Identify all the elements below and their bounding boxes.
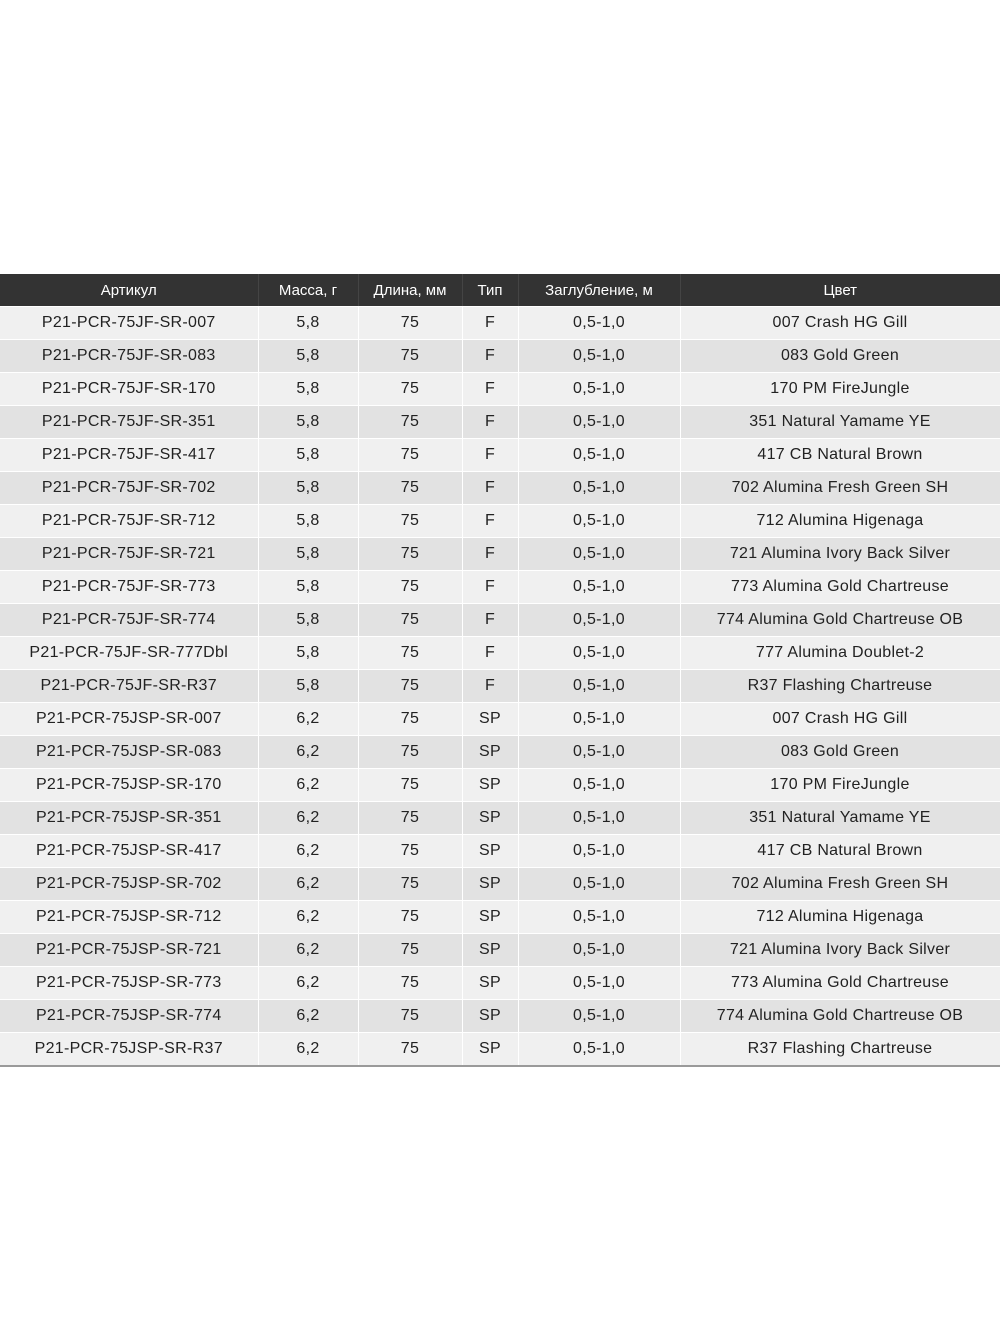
- cell-type: SP: [462, 934, 518, 967]
- cell-type: F: [462, 307, 518, 340]
- cell-article: P21-PCR-75JSP-SR-170: [0, 769, 258, 802]
- cell-depth: 0,5-1,0: [518, 967, 680, 1000]
- table-row: [0, 571, 1000, 604]
- cell-depth: 0,5-1,0: [518, 340, 680, 373]
- table-row: [0, 703, 1000, 736]
- table-row: [0, 637, 1000, 670]
- cell-length: 75: [358, 1000, 462, 1033]
- table-body: [0, 307, 1000, 1067]
- cell-weight: 6,2: [258, 901, 358, 934]
- cell-type: SP: [462, 1033, 518, 1067]
- cell-length: 75: [358, 901, 462, 934]
- cell-weight: 5,8: [258, 307, 358, 340]
- cell-length: 75: [358, 670, 462, 703]
- cell-weight: 6,2: [258, 736, 358, 769]
- cell-type: F: [462, 637, 518, 670]
- header-color: Цвет: [680, 274, 1000, 307]
- cell-article: P21-PCR-75JSP-SR-721: [0, 934, 258, 967]
- table-row: [0, 967, 1000, 1000]
- cell-color: 777 Alumina Doublet-2: [680, 637, 1000, 670]
- cell-article: P21-PCR-75JSP-SR-702: [0, 868, 258, 901]
- cell-depth: 0,5-1,0: [518, 868, 680, 901]
- cell-weight: 5,8: [258, 439, 358, 472]
- cell-depth: 0,5-1,0: [518, 736, 680, 769]
- cell-depth: 0,5-1,0: [518, 769, 680, 802]
- table-row: [0, 340, 1000, 373]
- cell-type: F: [462, 571, 518, 604]
- header-depth: Заглубление, м: [518, 274, 680, 307]
- cell-length: 75: [358, 967, 462, 1000]
- table-row: [0, 901, 1000, 934]
- cell-length: 75: [358, 868, 462, 901]
- cell-color: 712 Alumina Higenaga: [680, 505, 1000, 538]
- cell-color: 774 Alumina Gold Chartreuse OB: [680, 1000, 1000, 1033]
- table-row: [0, 802, 1000, 835]
- cell-article: P21-PCR-75JF-SR-170: [0, 373, 258, 406]
- cell-length: 75: [358, 373, 462, 406]
- table-header: [0, 274, 1000, 307]
- cell-type: SP: [462, 901, 518, 934]
- cell-type: F: [462, 406, 518, 439]
- cell-length: 75: [358, 835, 462, 868]
- table-row: [0, 538, 1000, 571]
- cell-depth: 0,5-1,0: [518, 604, 680, 637]
- cell-depth: 0,5-1,0: [518, 406, 680, 439]
- cell-depth: 0,5-1,0: [518, 373, 680, 406]
- cell-length: 75: [358, 472, 462, 505]
- cell-type: SP: [462, 703, 518, 736]
- cell-depth: 0,5-1,0: [518, 472, 680, 505]
- cell-color: R37 Flashing Chartreuse: [680, 670, 1000, 703]
- table-row: [0, 406, 1000, 439]
- cell-color: 712 Alumina Higenaga: [680, 901, 1000, 934]
- cell-length: 75: [358, 934, 462, 967]
- cell-type: SP: [462, 769, 518, 802]
- header-row: [0, 274, 1000, 307]
- cell-article: P21-PCR-75JSP-SR-007: [0, 703, 258, 736]
- table-row: [0, 736, 1000, 769]
- cell-weight: 6,2: [258, 868, 358, 901]
- cell-color: 351 Natural Yamame YE: [680, 406, 1000, 439]
- cell-depth: 0,5-1,0: [518, 934, 680, 967]
- product-specs-table: [0, 274, 1000, 1067]
- table-row: [0, 769, 1000, 802]
- table-row: [0, 373, 1000, 406]
- cell-article: P21-PCR-75JSP-SR-712: [0, 901, 258, 934]
- cell-color: 773 Alumina Gold Chartreuse: [680, 967, 1000, 1000]
- cell-depth: 0,5-1,0: [518, 1033, 680, 1067]
- cell-type: F: [462, 340, 518, 373]
- cell-article: P21-PCR-75JSP-SR-083: [0, 736, 258, 769]
- cell-article: P21-PCR-75JF-SR-721: [0, 538, 258, 571]
- cell-type: F: [462, 439, 518, 472]
- cell-weight: 5,8: [258, 340, 358, 373]
- header-article: Артикул: [0, 274, 258, 307]
- cell-article: P21-PCR-75JF-SR-R37: [0, 670, 258, 703]
- cell-type: SP: [462, 835, 518, 868]
- cell-article: P21-PCR-75JF-SR-712: [0, 505, 258, 538]
- cell-depth: 0,5-1,0: [518, 538, 680, 571]
- table-row: [0, 934, 1000, 967]
- cell-article: P21-PCR-75JSP-SR-R37: [0, 1033, 258, 1067]
- cell-weight: 5,8: [258, 406, 358, 439]
- table-row: [0, 868, 1000, 901]
- cell-color: 721 Alumina Ivory Back Silver: [680, 538, 1000, 571]
- cell-depth: 0,5-1,0: [518, 802, 680, 835]
- table-row: [0, 472, 1000, 505]
- cell-length: 75: [358, 307, 462, 340]
- cell-depth: 0,5-1,0: [518, 901, 680, 934]
- cell-weight: 6,2: [258, 769, 358, 802]
- cell-color: R37 Flashing Chartreuse: [680, 1033, 1000, 1067]
- cell-color: 083 Gold Green: [680, 340, 1000, 373]
- cell-weight: 6,2: [258, 835, 358, 868]
- cell-weight: 5,8: [258, 373, 358, 406]
- cell-length: 75: [358, 802, 462, 835]
- cell-type: F: [462, 604, 518, 637]
- cell-weight: 5,8: [258, 571, 358, 604]
- cell-article: P21-PCR-75JSP-SR-774: [0, 1000, 258, 1033]
- cell-length: 75: [358, 703, 462, 736]
- cell-type: F: [462, 505, 518, 538]
- table-row: [0, 604, 1000, 637]
- cell-color: 007 Crash HG Gill: [680, 307, 1000, 340]
- cell-article: P21-PCR-75JF-SR-417: [0, 439, 258, 472]
- cell-color: 721 Alumina Ivory Back Silver: [680, 934, 1000, 967]
- cell-depth: 0,5-1,0: [518, 703, 680, 736]
- cell-color: 170 PM FireJungle: [680, 769, 1000, 802]
- cell-weight: 5,8: [258, 604, 358, 637]
- product-table-container: [0, 274, 1000, 1067]
- cell-article: P21-PCR-75JSP-SR-417: [0, 835, 258, 868]
- table-row: [0, 505, 1000, 538]
- cell-type: F: [462, 472, 518, 505]
- cell-weight: 5,8: [258, 538, 358, 571]
- cell-color: 351 Natural Yamame YE: [680, 802, 1000, 835]
- table-row: [0, 670, 1000, 703]
- cell-depth: 0,5-1,0: [518, 505, 680, 538]
- cell-article: P21-PCR-75JF-SR-777Dbl: [0, 637, 258, 670]
- cell-color: 773 Alumina Gold Chartreuse: [680, 571, 1000, 604]
- cell-article: P21-PCR-75JF-SR-773: [0, 571, 258, 604]
- cell-weight: 6,2: [258, 1000, 358, 1033]
- cell-article: P21-PCR-75JF-SR-007: [0, 307, 258, 340]
- cell-length: 75: [358, 406, 462, 439]
- cell-article: P21-PCR-75JF-SR-351: [0, 406, 258, 439]
- table-row: [0, 1033, 1000, 1067]
- cell-depth: 0,5-1,0: [518, 1000, 680, 1033]
- cell-length: 75: [358, 439, 462, 472]
- cell-type: F: [462, 538, 518, 571]
- cell-depth: 0,5-1,0: [518, 307, 680, 340]
- table-row: [0, 1000, 1000, 1033]
- cell-length: 75: [358, 769, 462, 802]
- cell-color: 702 Alumina Fresh Green SH: [680, 868, 1000, 901]
- cell-weight: 5,8: [258, 637, 358, 670]
- header-weight: Масса, г: [258, 274, 358, 307]
- cell-article: P21-PCR-75JF-SR-083: [0, 340, 258, 373]
- cell-weight: 6,2: [258, 802, 358, 835]
- cell-weight: 5,8: [258, 472, 358, 505]
- header-type: Тип: [462, 274, 518, 307]
- cell-article: P21-PCR-75JF-SR-774: [0, 604, 258, 637]
- table-row: [0, 835, 1000, 868]
- cell-length: 75: [358, 340, 462, 373]
- cell-weight: 6,2: [258, 703, 358, 736]
- cell-length: 75: [358, 736, 462, 769]
- cell-length: 75: [358, 604, 462, 637]
- cell-length: 75: [358, 1033, 462, 1067]
- header-length: Длина, мм: [358, 274, 462, 307]
- cell-type: SP: [462, 1000, 518, 1033]
- cell-article: P21-PCR-75JSP-SR-351: [0, 802, 258, 835]
- cell-type: SP: [462, 802, 518, 835]
- cell-color: 007 Crash HG Gill: [680, 703, 1000, 736]
- cell-depth: 0,5-1,0: [518, 835, 680, 868]
- table-row: [0, 439, 1000, 472]
- cell-color: 417 CB Natural Brown: [680, 835, 1000, 868]
- cell-depth: 0,5-1,0: [518, 637, 680, 670]
- cell-length: 75: [358, 538, 462, 571]
- cell-type: F: [462, 373, 518, 406]
- cell-length: 75: [358, 571, 462, 604]
- cell-color: 702 Alumina Fresh Green SH: [680, 472, 1000, 505]
- cell-weight: 6,2: [258, 1033, 358, 1067]
- cell-color: 170 PM FireJungle: [680, 373, 1000, 406]
- cell-depth: 0,5-1,0: [518, 670, 680, 703]
- cell-article: P21-PCR-75JF-SR-702: [0, 472, 258, 505]
- cell-depth: 0,5-1,0: [518, 439, 680, 472]
- cell-color: 774 Alumina Gold Chartreuse OB: [680, 604, 1000, 637]
- cell-weight: 5,8: [258, 670, 358, 703]
- cell-length: 75: [358, 637, 462, 670]
- cell-type: SP: [462, 736, 518, 769]
- cell-color: 417 CB Natural Brown: [680, 439, 1000, 472]
- cell-length: 75: [358, 505, 462, 538]
- table-row: [0, 307, 1000, 340]
- cell-type: SP: [462, 868, 518, 901]
- cell-depth: 0,5-1,0: [518, 571, 680, 604]
- cell-weight: 6,2: [258, 967, 358, 1000]
- cell-type: F: [462, 670, 518, 703]
- cell-weight: 6,2: [258, 934, 358, 967]
- cell-weight: 5,8: [258, 505, 358, 538]
- cell-color: 083 Gold Green: [680, 736, 1000, 769]
- cell-type: SP: [462, 967, 518, 1000]
- cell-article: P21-PCR-75JSP-SR-773: [0, 967, 258, 1000]
